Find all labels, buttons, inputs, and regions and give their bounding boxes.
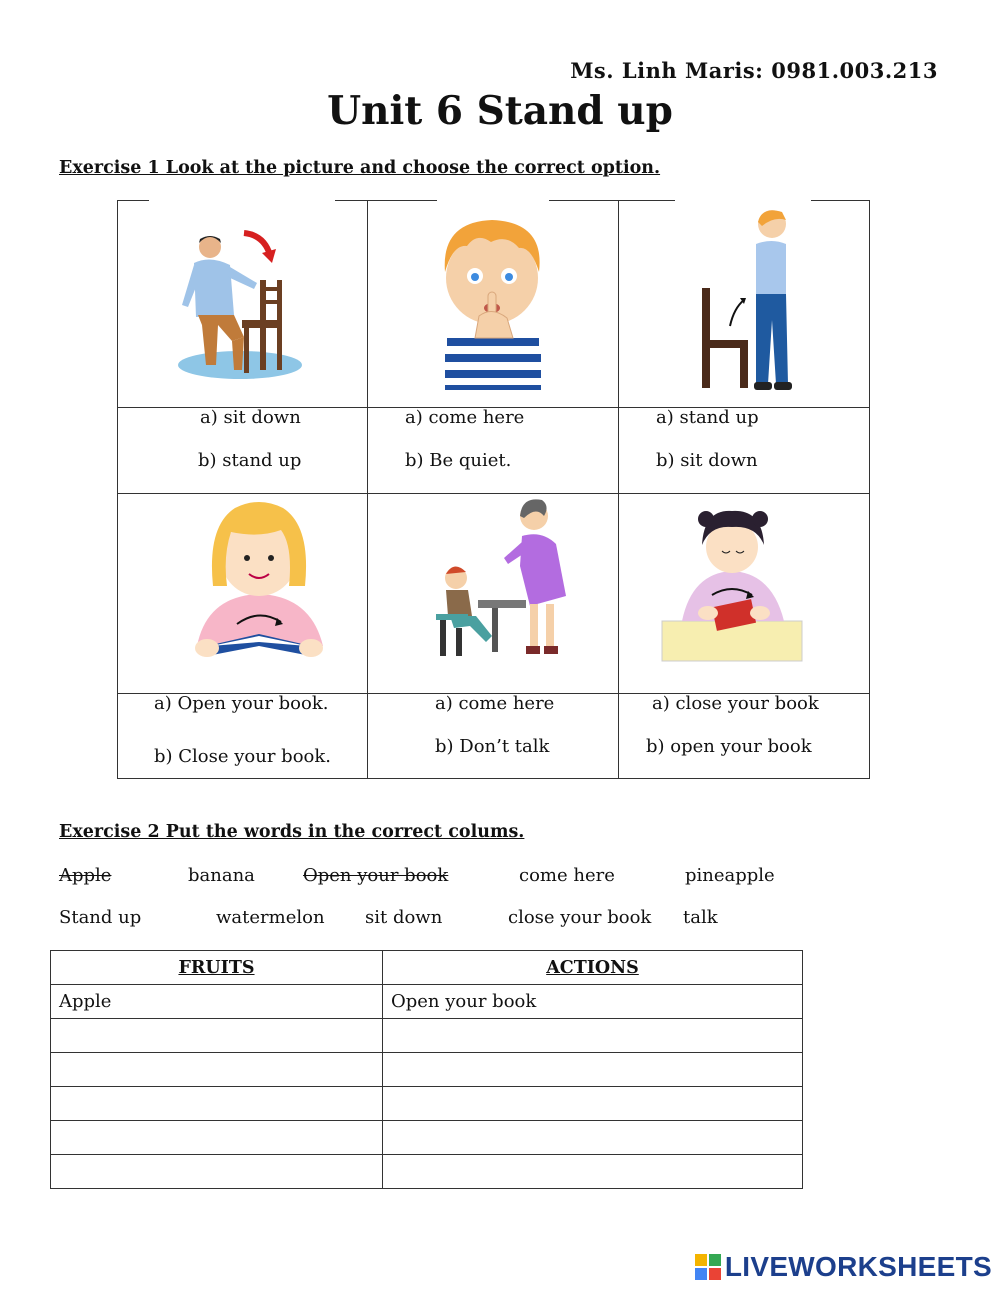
- table-row: [51, 1121, 803, 1155]
- table-row: [51, 1019, 803, 1053]
- sorting-table: [50, 950, 803, 1189]
- exercise-2-heading: Exercise 2 Put the words in the correct colums.: [59, 822, 525, 842]
- actions-cell[interactable]: Open your book: [383, 985, 803, 1019]
- word-card[interactable]: sit down: [365, 907, 443, 928]
- fruits-cell[interactable]: [51, 1053, 383, 1087]
- fruits-cell[interactable]: [51, 1121, 383, 1155]
- girl-opening-book-icon: [172, 496, 347, 666]
- option-6b[interactable]: b) open your book: [646, 736, 812, 757]
- actions-cell[interactable]: [383, 1019, 803, 1053]
- word-card[interactable]: pineapple: [685, 865, 775, 886]
- exercise-1-heading: Exercise 1 Look at the picture and choose the correct option.: [59, 158, 661, 178]
- table-header-row: [51, 951, 803, 985]
- liveworksheets-logo: [695, 1251, 992, 1283]
- man-sitting-down-icon: [167, 215, 317, 395]
- option-4a[interactable]: a) Open your book.: [154, 693, 329, 714]
- table-row: [51, 1155, 803, 1189]
- option-4b[interactable]: b) Close your book.: [154, 746, 331, 767]
- option-3a[interactable]: a) stand up: [656, 407, 759, 428]
- boy-standing-from-chair-icon: [677, 200, 817, 400]
- word-card[interactable]: come here: [519, 865, 615, 886]
- fruits-cell[interactable]: Apple: [51, 985, 383, 1019]
- word-card[interactable]: banana: [188, 865, 255, 886]
- word-card[interactable]: talk: [683, 907, 718, 928]
- logo-text: LIVEWORKSHEETS: [724, 1251, 992, 1282]
- logo-mark-icon: [695, 1254, 721, 1280]
- option-1a[interactable]: a) sit down: [200, 407, 301, 428]
- word-card[interactable]: watermelon: [216, 907, 325, 928]
- option-2a[interactable]: a) come here: [405, 407, 525, 428]
- page-title: Unit 6 Stand up: [327, 88, 673, 134]
- option-5a[interactable]: a) come here: [435, 693, 555, 714]
- fruits-cell[interactable]: [51, 1087, 383, 1121]
- table-row: [51, 1087, 803, 1121]
- exercise-1-grid: [117, 200, 870, 779]
- actions-cell[interactable]: [383, 1053, 803, 1087]
- teacher-and-pupil-icon: [427, 496, 587, 666]
- option-3b[interactable]: b) sit down: [656, 450, 758, 471]
- actions-cell[interactable]: [383, 1087, 803, 1121]
- boy-finger-on-lips-icon: [417, 200, 567, 400]
- option-6a[interactable]: a) close your book: [652, 693, 819, 714]
- option-5b[interactable]: b) Don’t talk: [435, 736, 550, 757]
- fruits-cell[interactable]: [51, 1155, 383, 1189]
- author-contact: Ms. Linh Maris: 0981.003.213: [570, 58, 938, 83]
- table-row: [51, 1053, 803, 1087]
- actions-cell[interactable]: [383, 1155, 803, 1189]
- actions-cell[interactable]: [383, 1121, 803, 1155]
- girl-closing-book-icon: [647, 500, 817, 670]
- option-1b[interactable]: b) stand up: [198, 450, 302, 471]
- table-row: [51, 985, 803, 1019]
- word-card[interactable]: Stand up: [59, 907, 142, 928]
- word-card[interactable]: Open your book: [303, 865, 449, 886]
- option-2b[interactable]: b) Be quiet.: [405, 450, 512, 471]
- word-card[interactable]: close your book: [508, 907, 652, 928]
- fruits-column-header: FRUITS: [51, 951, 383, 985]
- fruits-cell[interactable]: [51, 1019, 383, 1053]
- word-card[interactable]: Apple: [59, 865, 112, 886]
- actions-column-header: ACTIONS: [383, 951, 803, 985]
